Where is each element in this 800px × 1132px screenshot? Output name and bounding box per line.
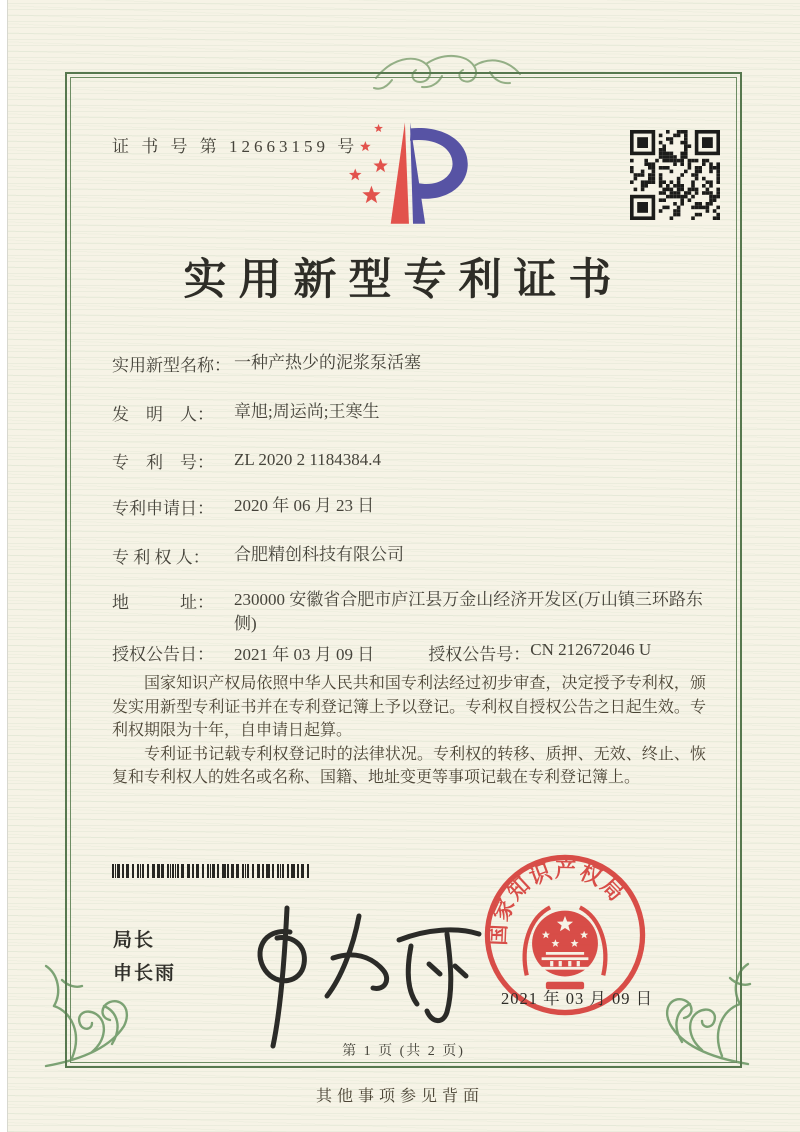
legal-text xyxy=(112,672,706,790)
legal-paragraph: 专利证书记载专利权登记时的法律状况。专利权的转移、质押、无效、终止、恢复和专利权人的姓名或名称、国籍、地址变更等事项记载在专利登记簿上。 xyxy=(112,745,706,786)
field-label: 授权公告号： xyxy=(428,645,531,664)
legal-paragraph: 国家知识产权局依照中华人民共和国专利法经过初步审查，决定授予专利权，颁发实用新型专利证书并在专利登记簿上予以登记。专利权自授权公告之日起生效。专利权期限为十年，自申请日起算。 xyxy=(112,675,706,739)
officer-name: 申长雨 xyxy=(113,963,177,984)
back-side-note: 其他事项参见背面 xyxy=(315,1088,484,1105)
field-label: 发 明 人： xyxy=(112,405,214,424)
field-value: 一种产热少的泥浆泵活塞 xyxy=(234,353,421,372)
field-row-filing-date xyxy=(112,494,712,519)
field-value: 230000 安徽省合肥市庐江县万金山经济开发区(万山镇三环路东侧) xyxy=(234,590,703,633)
field-label: 专 利 权 人： xyxy=(112,548,210,567)
field-row-patent-number xyxy=(112,448,712,473)
field-row-grant xyxy=(112,640,712,665)
field-value: CN 212672046 U xyxy=(530,640,652,659)
field-label: 授权公告日： xyxy=(112,645,214,664)
field-value: 2020 年 06 月 23 日 xyxy=(234,496,375,515)
field-value: 章旭;周运尚;王寒生 xyxy=(234,402,380,421)
officer-title: 局长 xyxy=(113,930,156,951)
barcode-icon xyxy=(112,864,309,878)
cnipa-patent-logo-icon xyxy=(338,116,486,228)
field-value: ZL 2020 2 1184384.4 xyxy=(234,450,382,469)
certificate-title: 实用新型专利证书 xyxy=(183,257,624,304)
field-label: 地 址： xyxy=(112,593,214,612)
field-row-patentee xyxy=(112,543,712,568)
qr-code-icon xyxy=(630,130,720,220)
certificate-border-frame xyxy=(65,72,742,1068)
field-value: 合肥精创科技有限公司 xyxy=(234,545,404,564)
certificate-number: 证 书 号 第 12663159 号 xyxy=(112,137,359,156)
seal-arc-text: 国家知识产权局 xyxy=(485,856,632,946)
page-number: 第 1 页 (共 2 页) xyxy=(342,1044,465,1059)
seal-date: 2021 年 03 月 09 日 xyxy=(500,989,654,1008)
field-label: 实用新型名称： xyxy=(112,356,231,375)
field-value: 2021 年 03 月 09 日 xyxy=(234,645,375,664)
field-label: 专利申请日： xyxy=(112,499,214,518)
field-label: 专 利 号： xyxy=(112,453,214,472)
field-row-address xyxy=(112,588,712,636)
scan-edge-strip xyxy=(0,0,8,1132)
field-row-inventors xyxy=(112,400,712,425)
field-row-name xyxy=(112,351,712,376)
